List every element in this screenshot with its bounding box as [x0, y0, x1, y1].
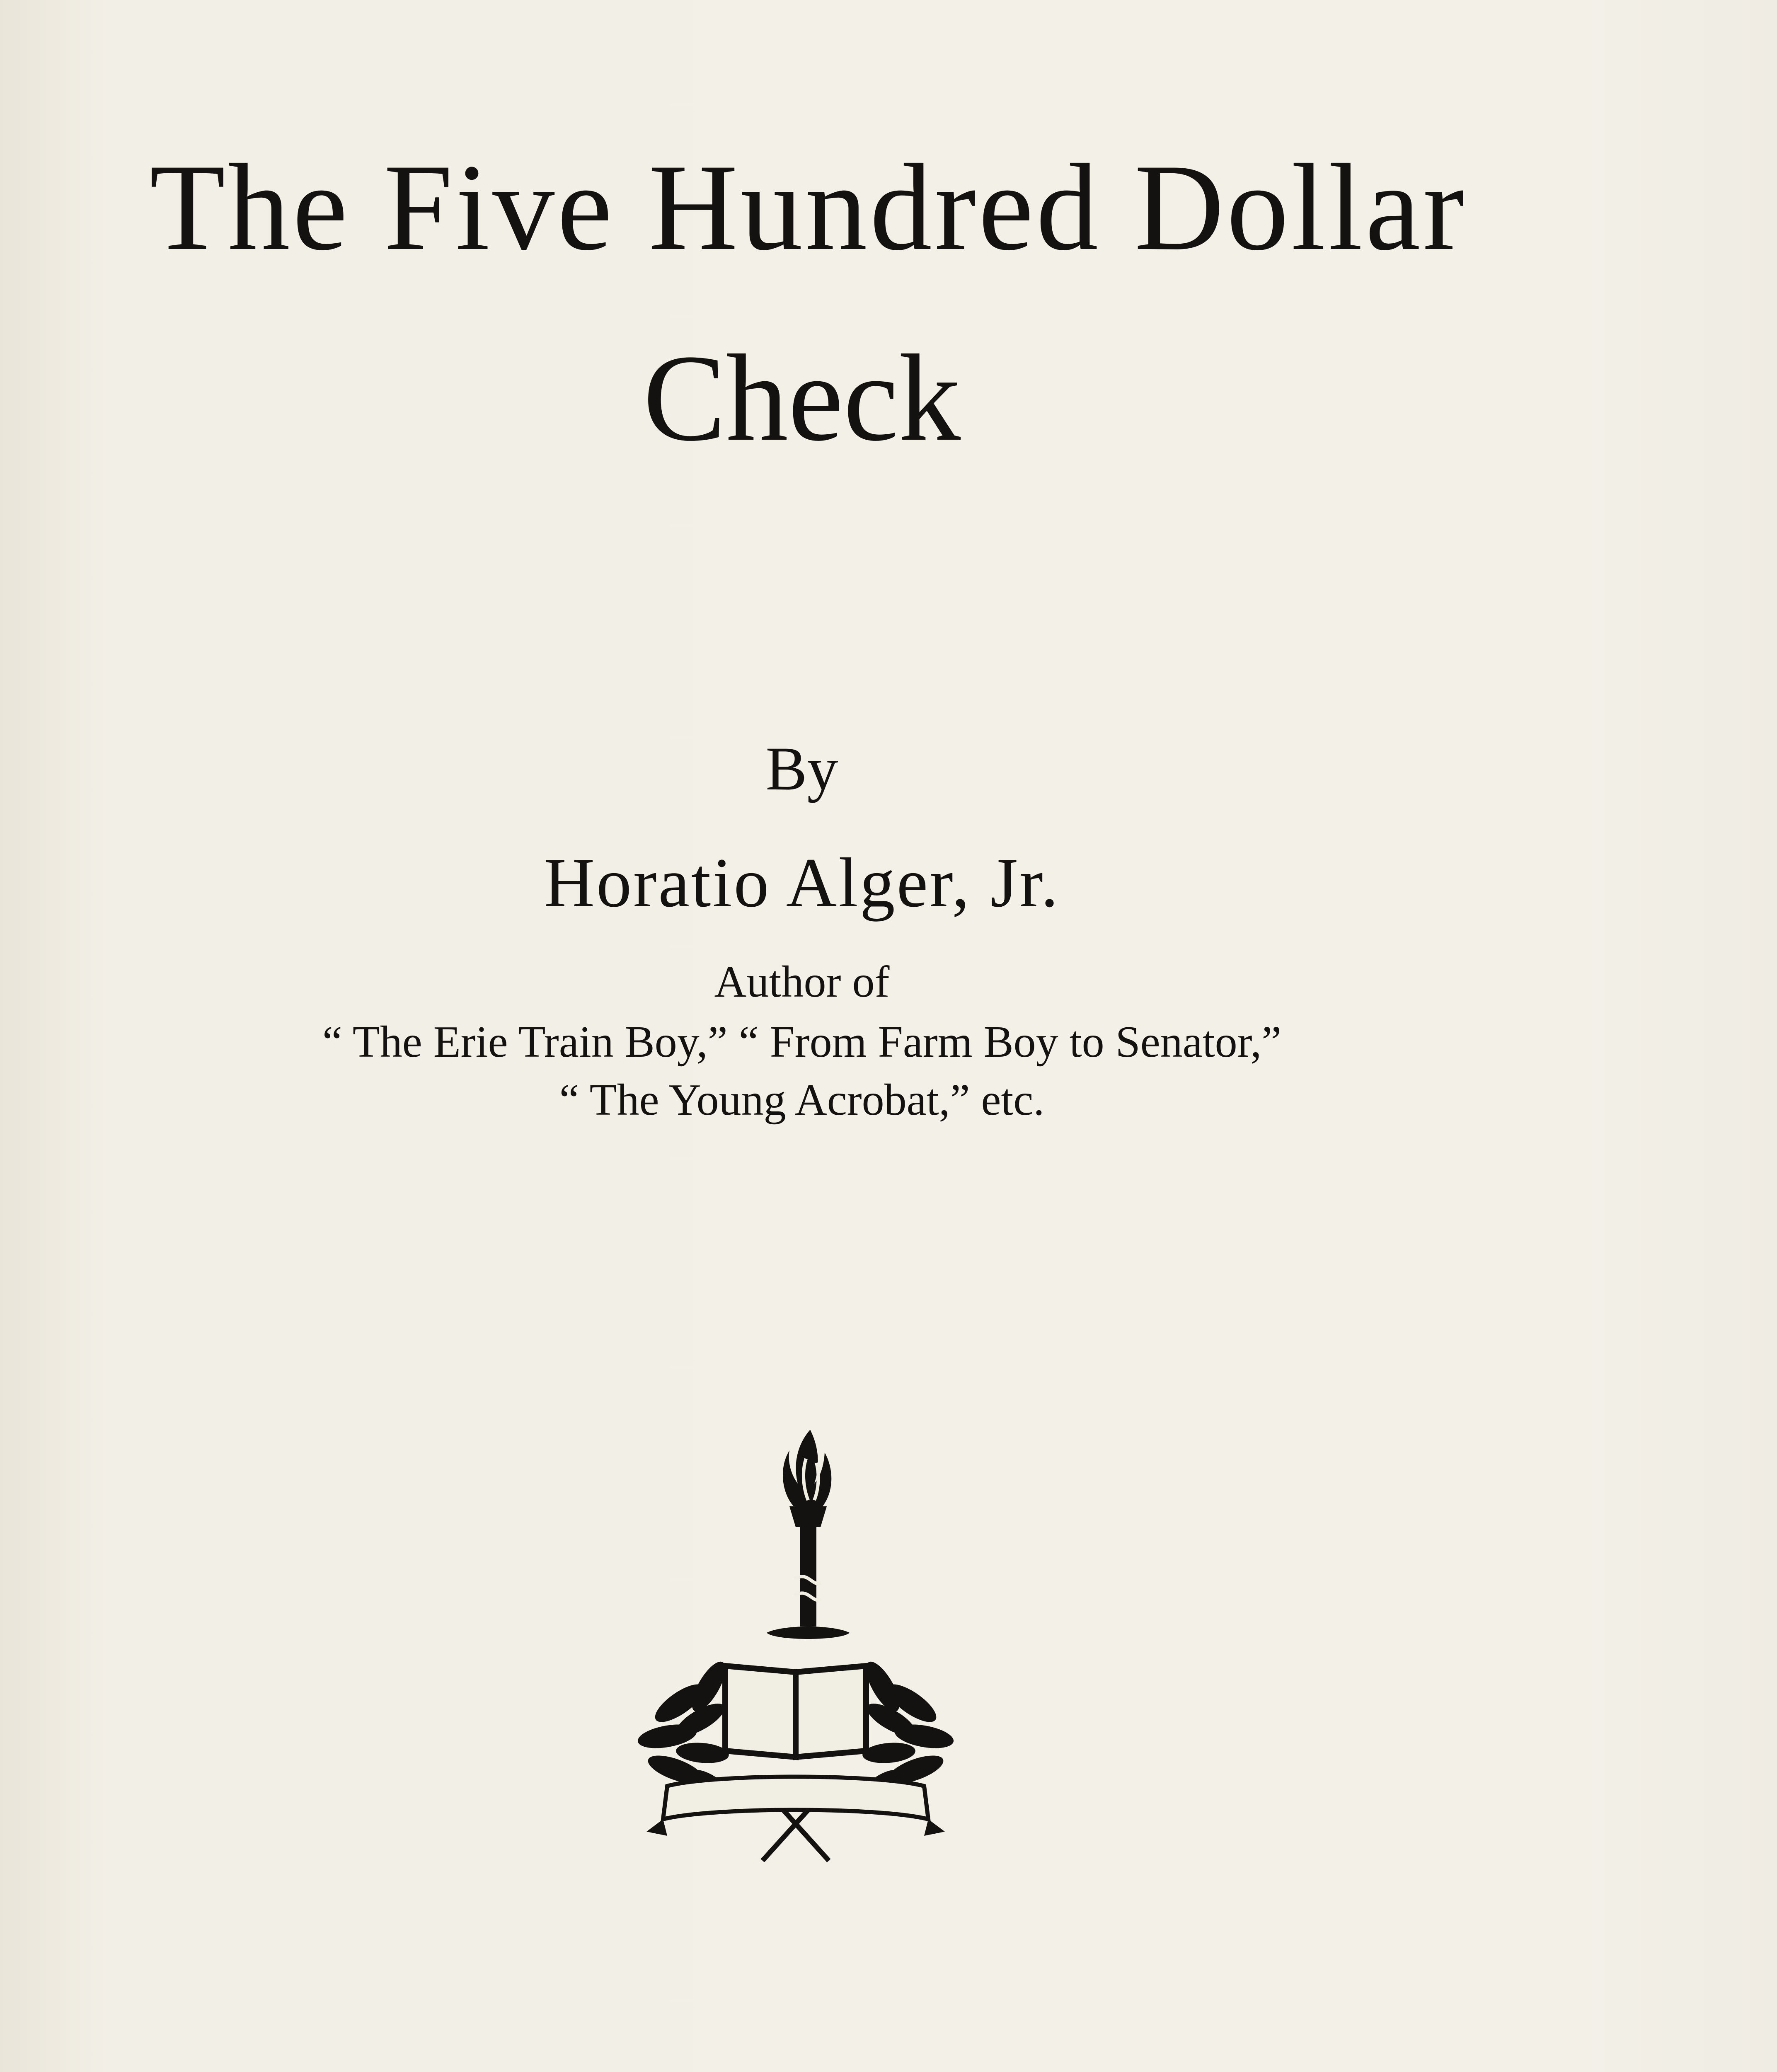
other-works-line-1: “ The Erie Train Boy,” “ From Farm Boy to Senator,” — [322, 1017, 1282, 1067]
author-of-label: Author of — [714, 957, 890, 1007]
other-works-line-2: “ The Young Acrobat,” etc. — [559, 1075, 1045, 1125]
book-title-line-1: The Five Hundred Dollar — [149, 138, 1467, 276]
author-name: Horatio Alger, Jr. — [544, 844, 1060, 922]
book-title-line-2: Check — [643, 329, 961, 467]
by-label: By — [765, 734, 838, 803]
torch-book-laurel-emblem-icon — [630, 1421, 961, 1869]
